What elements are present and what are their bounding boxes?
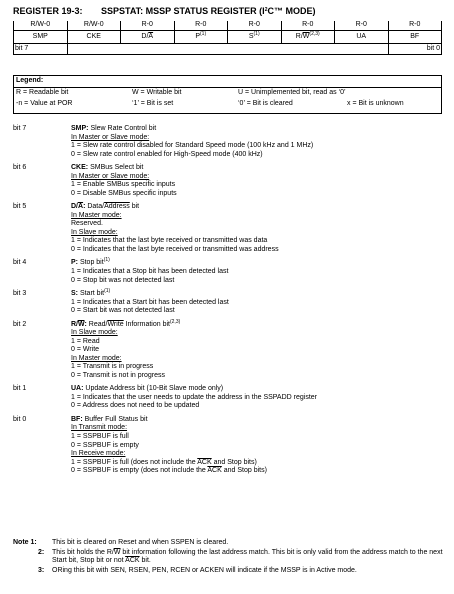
- access-cell: R-0: [335, 21, 389, 31]
- register-title: REGISTER 19-3: SSPSTAT: MSSP STATUS REGISTER ($I^2C™$ MODE): [13, 6, 316, 16]
- bit-name-cell: $D/\overline{A}$: [121, 31, 175, 44]
- bit-name-cell: $S^{(1)}$: [228, 31, 282, 44]
- legend-item: ‘1’ = Bit is set: [132, 100, 174, 107]
- register-number: REGISTER 19-3:: [13, 6, 83, 16]
- access-cell: R-0: [121, 21, 175, 31]
- register-bit-table: [13, 21, 442, 55]
- bit-2-description: bit 2 $R/\overline{W}$: Read/Write Information bit$^{(2,3)}$ In Slave mode: 1 = Read 0 = Write In Master mode: 1 = Transmit is in progress 0 = Transmit is not in progress: [13, 318, 181, 379]
- bit-high-label: bit 7: [14, 44, 68, 55]
- bit-5-description: bit 5 $D/\overline{A}$: Data/Address bit In Master mode: Reserved. In Slave mode: 1 = Indicates that the last byte received or transmitted was data 0 = Indicates that the last byte received or transmitted was address: [13, 203, 279, 253]
- bit-name-cell: SMP: [14, 31, 68, 44]
- bit-6-description: bit 6 CKE: SMBus Select bit In Master or Slave mode: 1 = Enable SMBus specific inputs 0 = Disable SMBus specific inputs: [13, 164, 177, 197]
- note-1: Note 1: This bit is cleared on Reset and when SSPEN is cleared.: [13, 539, 229, 546]
- bit-0-description: bit 0 BF: Buffer Full Status bit In Transmit mode: 1 = SSPBUF is full 0 = SSPBUF is empty In Receive mode: 1 = SSPBUF is full (does not include the $\overline{ACK}$ and Stop bits) 0 = SSPBUF is empty (does not include the $\overline{ACK}$ and Stop bits): [13, 415, 267, 475]
- bit-low-label: bit 0: [388, 44, 442, 55]
- legend-item: R = Readable bit: [16, 89, 69, 96]
- bit-1-description: bit 1 UA: Update Address bit (10-Bit Slave mode only) 1 = Indicates that the user needs to update the address in the SSPADD register 0 = Address does not need to be updated: [13, 385, 317, 410]
- legend-item: -n = Value at POR: [16, 100, 73, 107]
- bit-name-cell: $P^{(1)}$: [174, 31, 228, 44]
- legend-title: Legend:: [16, 77, 44, 84]
- legend-item: x = Bit is unknown: [347, 100, 404, 107]
- access-cell: R-0: [388, 21, 442, 31]
- note-3: 3: ORing this bit with SEN, RSEN, PEN, RCEN or ACKEN will indicate if the MSSP is in Active mode.: [38, 566, 357, 574]
- bit-name-cell: BF: [388, 31, 442, 44]
- legend-box: [13, 75, 442, 114]
- access-cell: R/W-0: [67, 21, 121, 31]
- note-2: 2: This bit holds the $R/\overline{W}$ bit information following the last address match. This bit is only valid from the address match to the next Start bit, Stop bit or not $\overline{ACK}$ bit.: [38, 548, 443, 565]
- legend-item: U = Unimplemented bit, read as ‘0’: [238, 89, 346, 96]
- bit-3-description: bit 3 S: Start bit$^{(1)}$ 1 = Indicates that a Start bit has been detected last 0 = Start bit was not detected last: [13, 288, 229, 315]
- access-cell: R/W-0: [14, 21, 68, 31]
- register-title-text: SSPSTAT: MSSP STATUS REGISTER (I: [101, 6, 265, 16]
- bit-name-cell: $R/\overline{W}^{(2,3)}$: [281, 31, 335, 44]
- bit-descriptions: [13, 125, 443, 476]
- bit-name-cell: UA: [335, 31, 389, 44]
- register-notes: [13, 539, 443, 576]
- access-cell: R-0: [281, 21, 335, 31]
- access-row: [14, 21, 442, 31]
- legend-item: W = Writable bit: [132, 89, 182, 96]
- access-cell: R-0: [174, 21, 228, 31]
- legend-item: ‘0’ = Bit is cleared: [238, 100, 293, 107]
- bit-7-description: bit 7 SMP: Slew Rate Control bit In Master or Slave mode: 1 = Slew rate control disabled for Standard Speed mode (100 kHz and 1 MHz) 0 = Slew rate control enabled for High-Speed mode (400 kHz): [13, 125, 314, 158]
- bit-position-row: [14, 44, 442, 55]
- bit-name-cell: CKE: [67, 31, 121, 44]
- bit-name-row: [14, 31, 442, 44]
- bit-4-description: bit 4 P: Stop bit$^{(1)}$ 1 = Indicates that a Stop bit has been detected last 0 = Stop bit was not detected last: [13, 257, 229, 284]
- access-cell: R-0: [228, 21, 282, 31]
